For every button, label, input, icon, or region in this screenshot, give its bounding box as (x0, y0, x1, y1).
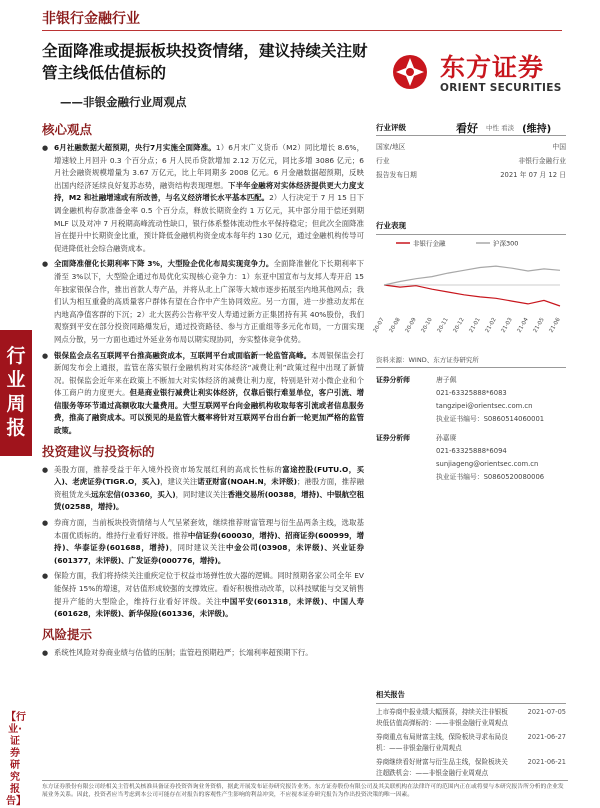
analyst-phone: 021-63325888*6083 (436, 389, 507, 397)
header-divider (42, 30, 562, 31)
x-tick-label: 21-03 (500, 317, 514, 334)
chart-title: 行业表现 (376, 220, 566, 235)
industry-performance-chart (372, 235, 566, 351)
sector-label: 非银行金融行业 (42, 11, 140, 27)
investment-heading: 投资建议与投资标的 (42, 443, 155, 459)
x-tick-label: 20-08 (388, 317, 402, 334)
x-tick-label: 21-01 (468, 317, 482, 334)
side-column (372, 120, 566, 484)
report-subtitle: ——非银金融行业周观点 (60, 95, 187, 109)
core-point: ● 银保监会点名互联网平台推高融资成本，互联网平台或面临新一轮监管高峰。本周银保监会打新闻发布会上通报，监管在落实银行金融机构对实体经济“减费让利”政策过程中出现了新情况。银保监会近年来在政策上不断加大对实体经济的减费让利力度，特别是针对小微企业和个体工商户的力度更大。但是商业银行减费让利实体经济，仅靠后银行难显单位，客户引流、增信服务等环节通过高额收取大量费用。大型互联网平台向金融机构收取每客引流或者信息服务费，推高了融资成本。可以预见的是监管大概率将针对互联网平台出台新一轮更加严格的监管政策。 (42, 350, 364, 438)
series-line (384, 266, 560, 285)
analyst-email[interactable]: sunjiageng@orientsec.com.cn (436, 460, 539, 468)
company-logo (388, 44, 568, 104)
x-tick-label: 21-05 (532, 317, 546, 334)
related-reports (376, 690, 566, 779)
core-views-heading: 核心观点 (42, 122, 93, 137)
main-column (42, 120, 364, 662)
x-tick-label: 20-09 (404, 317, 418, 334)
related-item[interactable]: 券商继续看好财富与衍生品主线，保险板块关注超跌机会：——非银金融行业周观点 2021-06-21 (376, 758, 566, 777)
analyst-cert: 执业证书编号：S0860520080006 (436, 473, 545, 481)
logo-english-name: ORIENT SECURITIES (440, 82, 562, 94)
rating-label: 行业评级 (376, 123, 406, 132)
info-row: 报告发布日期 2021 年 07 月 12 日 (376, 171, 566, 179)
info-row: 国家/地区 中国 (376, 143, 566, 151)
logo-mark-icon (388, 50, 432, 94)
analyst-role: 证券分析师 (376, 434, 410, 442)
related-item[interactable]: 上市券商中报业绩大幅预喜，持续关注非银板块低估值高弹标的：——非银金融行业周观点 2021-07-05 (376, 708, 566, 727)
legend-label: 非银行金融 (413, 239, 446, 248)
info-row: 行业 非银行金融行业 (376, 157, 566, 165)
analyst-name: 唐子佩 (436, 376, 457, 384)
report-title: 全面降准或提振板块投资情绪，建议持续关注财管主线低估值标的 (42, 42, 368, 82)
analyst-email[interactable]: tangzipei@orientsec.com.cn (436, 402, 533, 410)
analyst-phone: 021-63325888*6094 (436, 447, 507, 455)
x-tick-label: 21-06 (548, 317, 562, 334)
risk-heading: 风险提示 (42, 626, 93, 642)
x-tick-label: 20-07 (372, 317, 386, 334)
core-point: ● 6月社融数据大超预期，央行7月实施全面降准。1）6月末广义货币（M2）同比增长 8.6%，增速较上月回升 0.3 个百分点；6 月人民币贷款增加 2.12 万亿元，同比多增 3086 亿元；6 月社会融资规模增量为 3.67 万亿元，比上年同期多 2008 亿元。6 月金融数据超预期，反映出国内经济延续良好复苏态势，融资结构表现理想。下半年金融将对实体经济提供更大力度支持，M2 和社融增速或有所改善，与名义经济增长水平基本匹配。2）人行决定于 7 月 15 日下调金融机构存款准备金率 0.5 个百分点，释放长期资金约 1 万亿元，其中部分用于偿还到期 MLF 以及对冲 7 月税期高峰流动性缺口，银行体系整体流动性水平保持稳定；但此次全面降准旨在提升中长期资金比重，预计降低金融机构资金成本每年约 130 亿元，通过金融机构传导可促进降低社会综合融资成本。 (42, 142, 364, 255)
risk-point: ● 系统性风险对券商业绩与估值的压制；监管趋预期趋严；长端利率超预期下行。 (42, 647, 364, 659)
core-point: ● 全面降准催化长期利率下降 3%，大型险企优化布局实现竞争力。全面降准催化下长期利率下滑至 3%以下，大型险企通过布局优化实现核心竞争力：1）东亚中国宣布与友邦人寿开启 15 年独家银保合作，推出首款人寿产品，并将从北上广深等大城市逐步拓展至内地其他网点；我们认为相互重叠的高质量客户群体有望在合作中产生协同效应。另一方面，进一步推动友邦在内地高净值客群的下沉；2）北大医药公告称平安人寿通过新方正集团持有其 40%股份，我们观察到平安在部分投资同路爆发后，通过投资路径、参与方正重组等多元化布局，一方面实现网点分散，另一方面也通过外延业务布局以期实现协同，夯实整体竞争优势。 (42, 258, 364, 346)
analyst-role: 证券分析师 (376, 376, 410, 384)
x-tick-label: 21-02 (484, 317, 498, 334)
x-tick-label: 20-11 (436, 317, 450, 334)
rating-value: 看好 (456, 121, 478, 135)
analyst-block (376, 374, 566, 426)
analyst-name: 孙嘉赓 (436, 434, 457, 442)
invest-point: ● 券商方面，当前板块投资情绪与人气呈紧套效，继续推荐财富管理与衍生品两条主线，选取基本面优质标的。维持行业看好评级。推荐中信证券(600030，增持)、招商证券(600999，增持)、华泰证券(601688，增持)，同时建议关注中金公司(03908，未评级)、兴业证券(601377，未评级)、广发证券(000776，增持)。 (42, 517, 364, 567)
disclaimer-footer: 东方证券股份有限公司经相关主管机关核准具备证券投资咨询业务资格，据此开展发布证券研究报告业务。东方证券股份有限公司及其关联机构在法律许可的范围内正在或将要与本研究报告所分析的企业发展业务关系。因此，投资者应当考虑到本公司可能存在对报告的客观性产生影响的利益冲突，不应视本证券研究报告为作出投资决策的唯一因素。 (42, 780, 568, 799)
rating-row (376, 120, 566, 136)
rating-maintain: (维持) (522, 124, 552, 135)
analyst-cert: 执业证书编号：S0860514060001 (436, 415, 545, 423)
x-tick-label: 20-10 (420, 317, 434, 334)
legend-label: 沪深300 (493, 239, 519, 248)
analyst-block (376, 432, 566, 484)
x-tick-label: 20-12 (452, 317, 466, 334)
x-tick-label: 21-04 (516, 317, 530, 334)
side-label: 行业周报 (6, 345, 26, 439)
invest-point: ● 美股方面，推荐受益于年入境外投资市场发展红利的高成长性标的富途控股(FUTU.O，买入)、老虎证券(TIGR.O，买入)，建议关注诺亚财富(NOAH.N，未评级)；港股方面，推荐融资租赁龙头远东宏信(03360，买入)，同时建议关注香港交易所(00388，增持)、中银航空租赁(02588，增持)。 (42, 464, 364, 514)
related-title: 相关报告 (376, 690, 566, 704)
side-small-label: 【行业·证券研究报告】 (6, 712, 26, 807)
invest-point: ● 保险方面，我们将持续关注重疾定位于权益市场弹性放大器的逻辑。同时预期各家公司全年 EV 能保持 15%的增速，对估值形成较强的支撑效应。看好积极推动改革，以科技赋能与交叉销售提升产能的大型险企，维持行业看好评级。关注中国平安(601318，未评级)、中国人寿(601628，未评级)、新华保险(601336，未评级)。 (42, 570, 364, 620)
chart-source: 资料来源：WIND、东方证券研究所 (376, 355, 566, 368)
related-item[interactable]: 券商重点布局财富主线，保险板块寻求布局良机：——非银金融行业周观点 2021-06-27 (376, 733, 566, 752)
rating-options: 中性 看淡 (486, 124, 515, 132)
series-line (384, 285, 560, 306)
logo-chinese-name: 东方证券 (440, 53, 545, 82)
